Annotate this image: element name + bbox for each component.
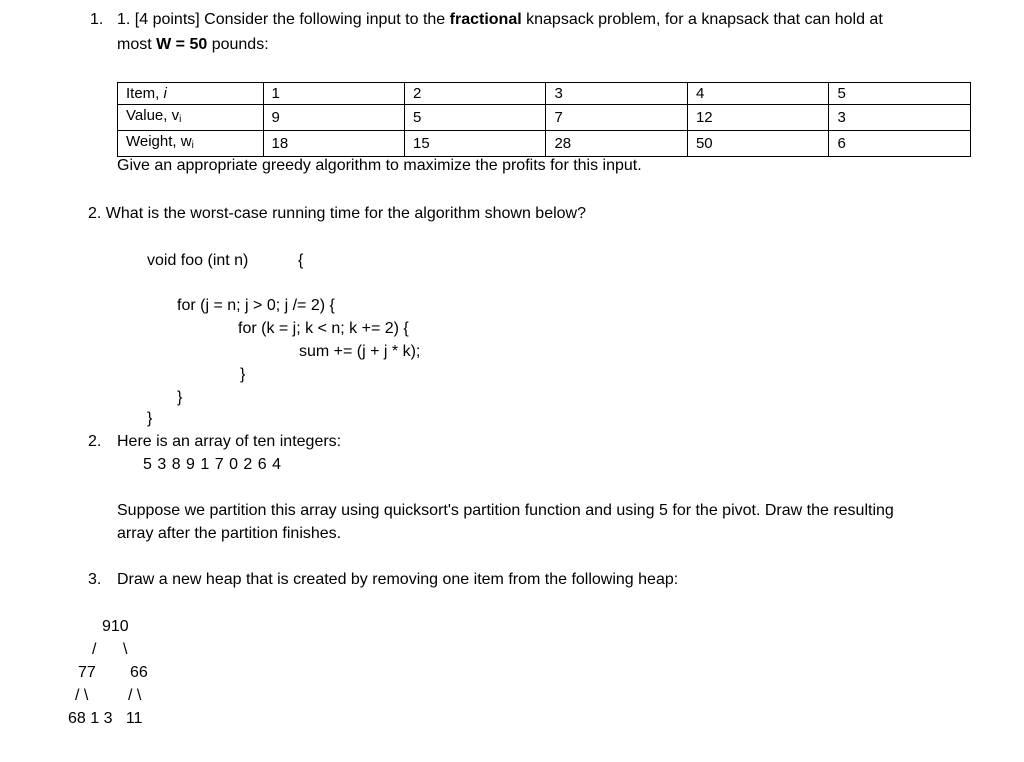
table-cell: 7 [546,105,687,131]
row-label-item [118,83,264,105]
heap-edge-right: \ [123,641,128,658]
label-text: Value, v [126,107,180,124]
q1-line1 [117,10,883,30]
q2b-text: Here is an array of ten integers: [117,433,342,450]
table-cell: 12 [687,105,828,131]
q1-number: 1. [90,11,104,28]
heap-leaves: 68 1 3 11 [68,710,143,727]
heap-node-left: 77 [78,664,96,681]
table-cell: 3 [829,105,971,131]
code-line-close-func: } [147,410,153,427]
q2a-heading: 2. What is the worst-case running time for the algorithm shown below? [88,205,587,222]
table-cell: 5 [404,105,545,131]
label-text: Weight, w [126,133,192,150]
code-line-outer-for: for (j = n; j > 0; j /= 2) { [177,297,335,314]
table-cell: 6 [829,131,971,157]
table-cell: 5 [829,83,971,105]
q1-line1-pre: 1. [4 points] Consider the following input to the [117,11,450,28]
row-label-value [118,105,264,131]
heap-left-edges: / \ [75,687,89,704]
heap-edge-left: / [92,641,97,658]
table-cell: 1 [263,83,404,105]
q3-text: Draw a new heap that is created by removing one item from the following heap: [117,571,679,588]
q3-number: 3. [88,571,102,588]
q1-line1-post: knapsack problem, for a knapsack that can hold at [521,11,883,28]
code-line-open-brace: { [298,252,304,269]
knapsack-table [117,82,971,157]
code-line-inner-for: for (k = j; k < n; k += 2) { [238,320,409,337]
code-line-close-outer: } [177,389,183,406]
row-label-weight [118,131,264,157]
q2b-paragraph-line2: array after the partition finishes. [117,525,342,542]
heap-right-edges: / \ [128,687,142,704]
table-cell: 15 [404,131,545,157]
label-text: Item, [126,85,164,102]
table-cell: 2 [404,83,545,105]
table-cell: 18 [263,131,404,157]
table-row-item [118,83,971,105]
q2b-paragraph-line1: Suppose we partition this array using quicksort's partition function and using 5 for the pivot. Draw the resulting [117,502,894,519]
heap-root: 910 [102,618,129,635]
q1-line1-bold: fractional [449,11,522,28]
table-cell: 3 [546,83,687,105]
label-sub: i [191,140,194,151]
code-line-signature: void foo (int n) [147,252,249,269]
label-var: i [163,85,167,102]
q1-line2-bold: W = 50 [156,36,208,53]
table-row-weight [118,131,971,157]
table-cell: 28 [546,131,687,157]
q1-line2 [117,35,269,55]
q2b-number: 2. [88,433,102,450]
heap-node-right: 66 [130,664,148,681]
table-cell: 9 [263,105,404,131]
code-line-close-inner: } [240,366,246,383]
label-sub: i [179,114,182,125]
q1-follow-text: Give an appropriate greedy algorithm to maximize the profits for this input. [117,157,642,174]
q1-line2-post: pounds: [207,36,269,53]
q2b-array: 5 3 8 9 1 7 0 2 6 4 [143,456,282,473]
table-cell: 4 [687,83,828,105]
code-line-sum: sum += (j + j * k); [299,343,421,360]
table-row-value [118,105,971,131]
table-cell: 50 [687,131,828,157]
q1-line2-pre: most [117,36,157,53]
